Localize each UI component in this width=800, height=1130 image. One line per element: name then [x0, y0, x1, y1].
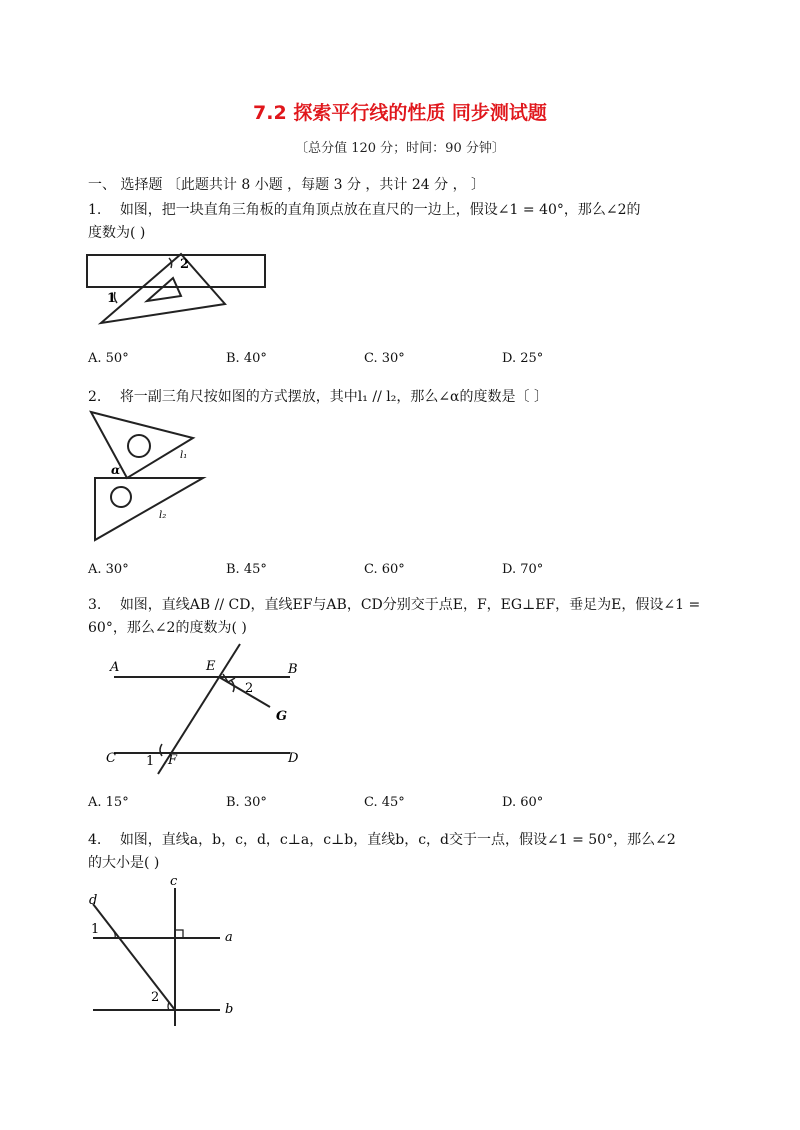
q3-stem: 如图，直线AB // CD，直线EF与AB，CD分别交于点E，F，EG⊥EF，垂足为E，假设∠1 =	[119, 597, 701, 613]
q4-label-a: a	[225, 930, 233, 945]
q3-label-g: G	[276, 709, 288, 724]
q1-text-line2: 度数为( )	[88, 225, 146, 241]
upper-triangle	[91, 412, 193, 478]
q3-figure	[100, 640, 310, 780]
q2-option-b[interactable]: B. 45°	[226, 562, 267, 577]
q4-label-d: d	[89, 893, 98, 908]
q2-option-a[interactable]: A. 30°	[88, 562, 129, 577]
q3-label-a: A	[110, 660, 120, 675]
q3-option-a[interactable]: A. 15°	[88, 795, 129, 810]
q2-text-line1	[88, 386, 548, 406]
q3-option-c[interactable]: C. 45°	[364, 795, 405, 810]
q1-figure	[85, 250, 285, 330]
q1-option-d[interactable]: D. 25°	[502, 351, 544, 366]
q1-label-2: 2	[180, 257, 190, 272]
q4-text-line2: 的大小是( )	[88, 855, 160, 871]
q4-label-c: c	[170, 874, 178, 889]
q1-label-1: 1	[107, 291, 117, 306]
q3-text-line2: 60°，那么∠2的度数为( )	[88, 620, 247, 636]
lower-triangle	[95, 478, 203, 540]
q4-number: 4.	[88, 832, 102, 848]
q1-text-line1	[88, 199, 641, 219]
page-subtitle: 〔总分值 120 分；时间：90 分钟〕	[295, 141, 505, 156]
ruler	[87, 255, 265, 287]
q3-label-1: 1	[146, 754, 155, 769]
q3-label-e: E	[206, 659, 216, 674]
q2-stem: 将一副三角尺按如图的方式摆放，其中l₁ // l₂，那么∠α的度数是〔 〕	[119, 389, 548, 405]
q4-label-1: 1	[91, 922, 100, 937]
q3-label-c: C	[106, 751, 116, 766]
q3-label-f: F	[168, 753, 178, 768]
q3-label-d: D	[288, 751, 299, 766]
q2-number: 2.	[88, 389, 102, 405]
set-square-hole	[147, 278, 181, 301]
q1-number: 1.	[88, 202, 102, 218]
q3-option-d[interactable]: D. 60°	[502, 795, 544, 810]
q4-stem: 如图，直线a，b，c，d，c⊥a，c⊥b，直线b，c，d交于一点，假设∠1 = 50°，那么∠2	[119, 832, 676, 848]
q1-option-a[interactable]: A. 50°	[88, 351, 129, 366]
page-title: 7.2 探索平行线的性质 同步测试题	[253, 102, 547, 124]
q4-label-b: b	[225, 1002, 234, 1017]
q3-number: 3.	[88, 597, 102, 613]
set-square	[101, 254, 225, 323]
q2-figure	[85, 408, 210, 543]
q4-figure	[85, 874, 245, 1030]
line-d	[93, 904, 175, 1010]
q1-option-c[interactable]: C. 30°	[364, 351, 405, 366]
q2-label-l1: l₁	[180, 450, 188, 461]
q2-option-d[interactable]: D. 70°	[502, 562, 544, 577]
q2-label-l2: l₂	[159, 510, 167, 521]
q3-label-b: B	[288, 662, 298, 677]
q2-label-alpha: α	[111, 463, 121, 477]
q3-text-line1	[88, 594, 700, 614]
q1-option-b[interactable]: B. 40°	[226, 351, 267, 366]
q3-label-2: 2	[245, 681, 254, 696]
q3-option-b[interactable]: B. 30°	[226, 795, 267, 810]
section-heading: 一、 选择题 〔此题共计 8 小题 ，每题 3 分 ，共计 24 分 ， 〕	[88, 177, 486, 193]
q4-label-2: 2	[151, 990, 160, 1005]
q1-stem: 如图，把一块直角三角板的直角顶点放在直尺的一边上，假设∠1 = 40°，那么∠2的	[119, 202, 641, 218]
q2-option-c[interactable]: C. 60°	[364, 562, 405, 577]
q4-text-line1	[88, 829, 676, 849]
